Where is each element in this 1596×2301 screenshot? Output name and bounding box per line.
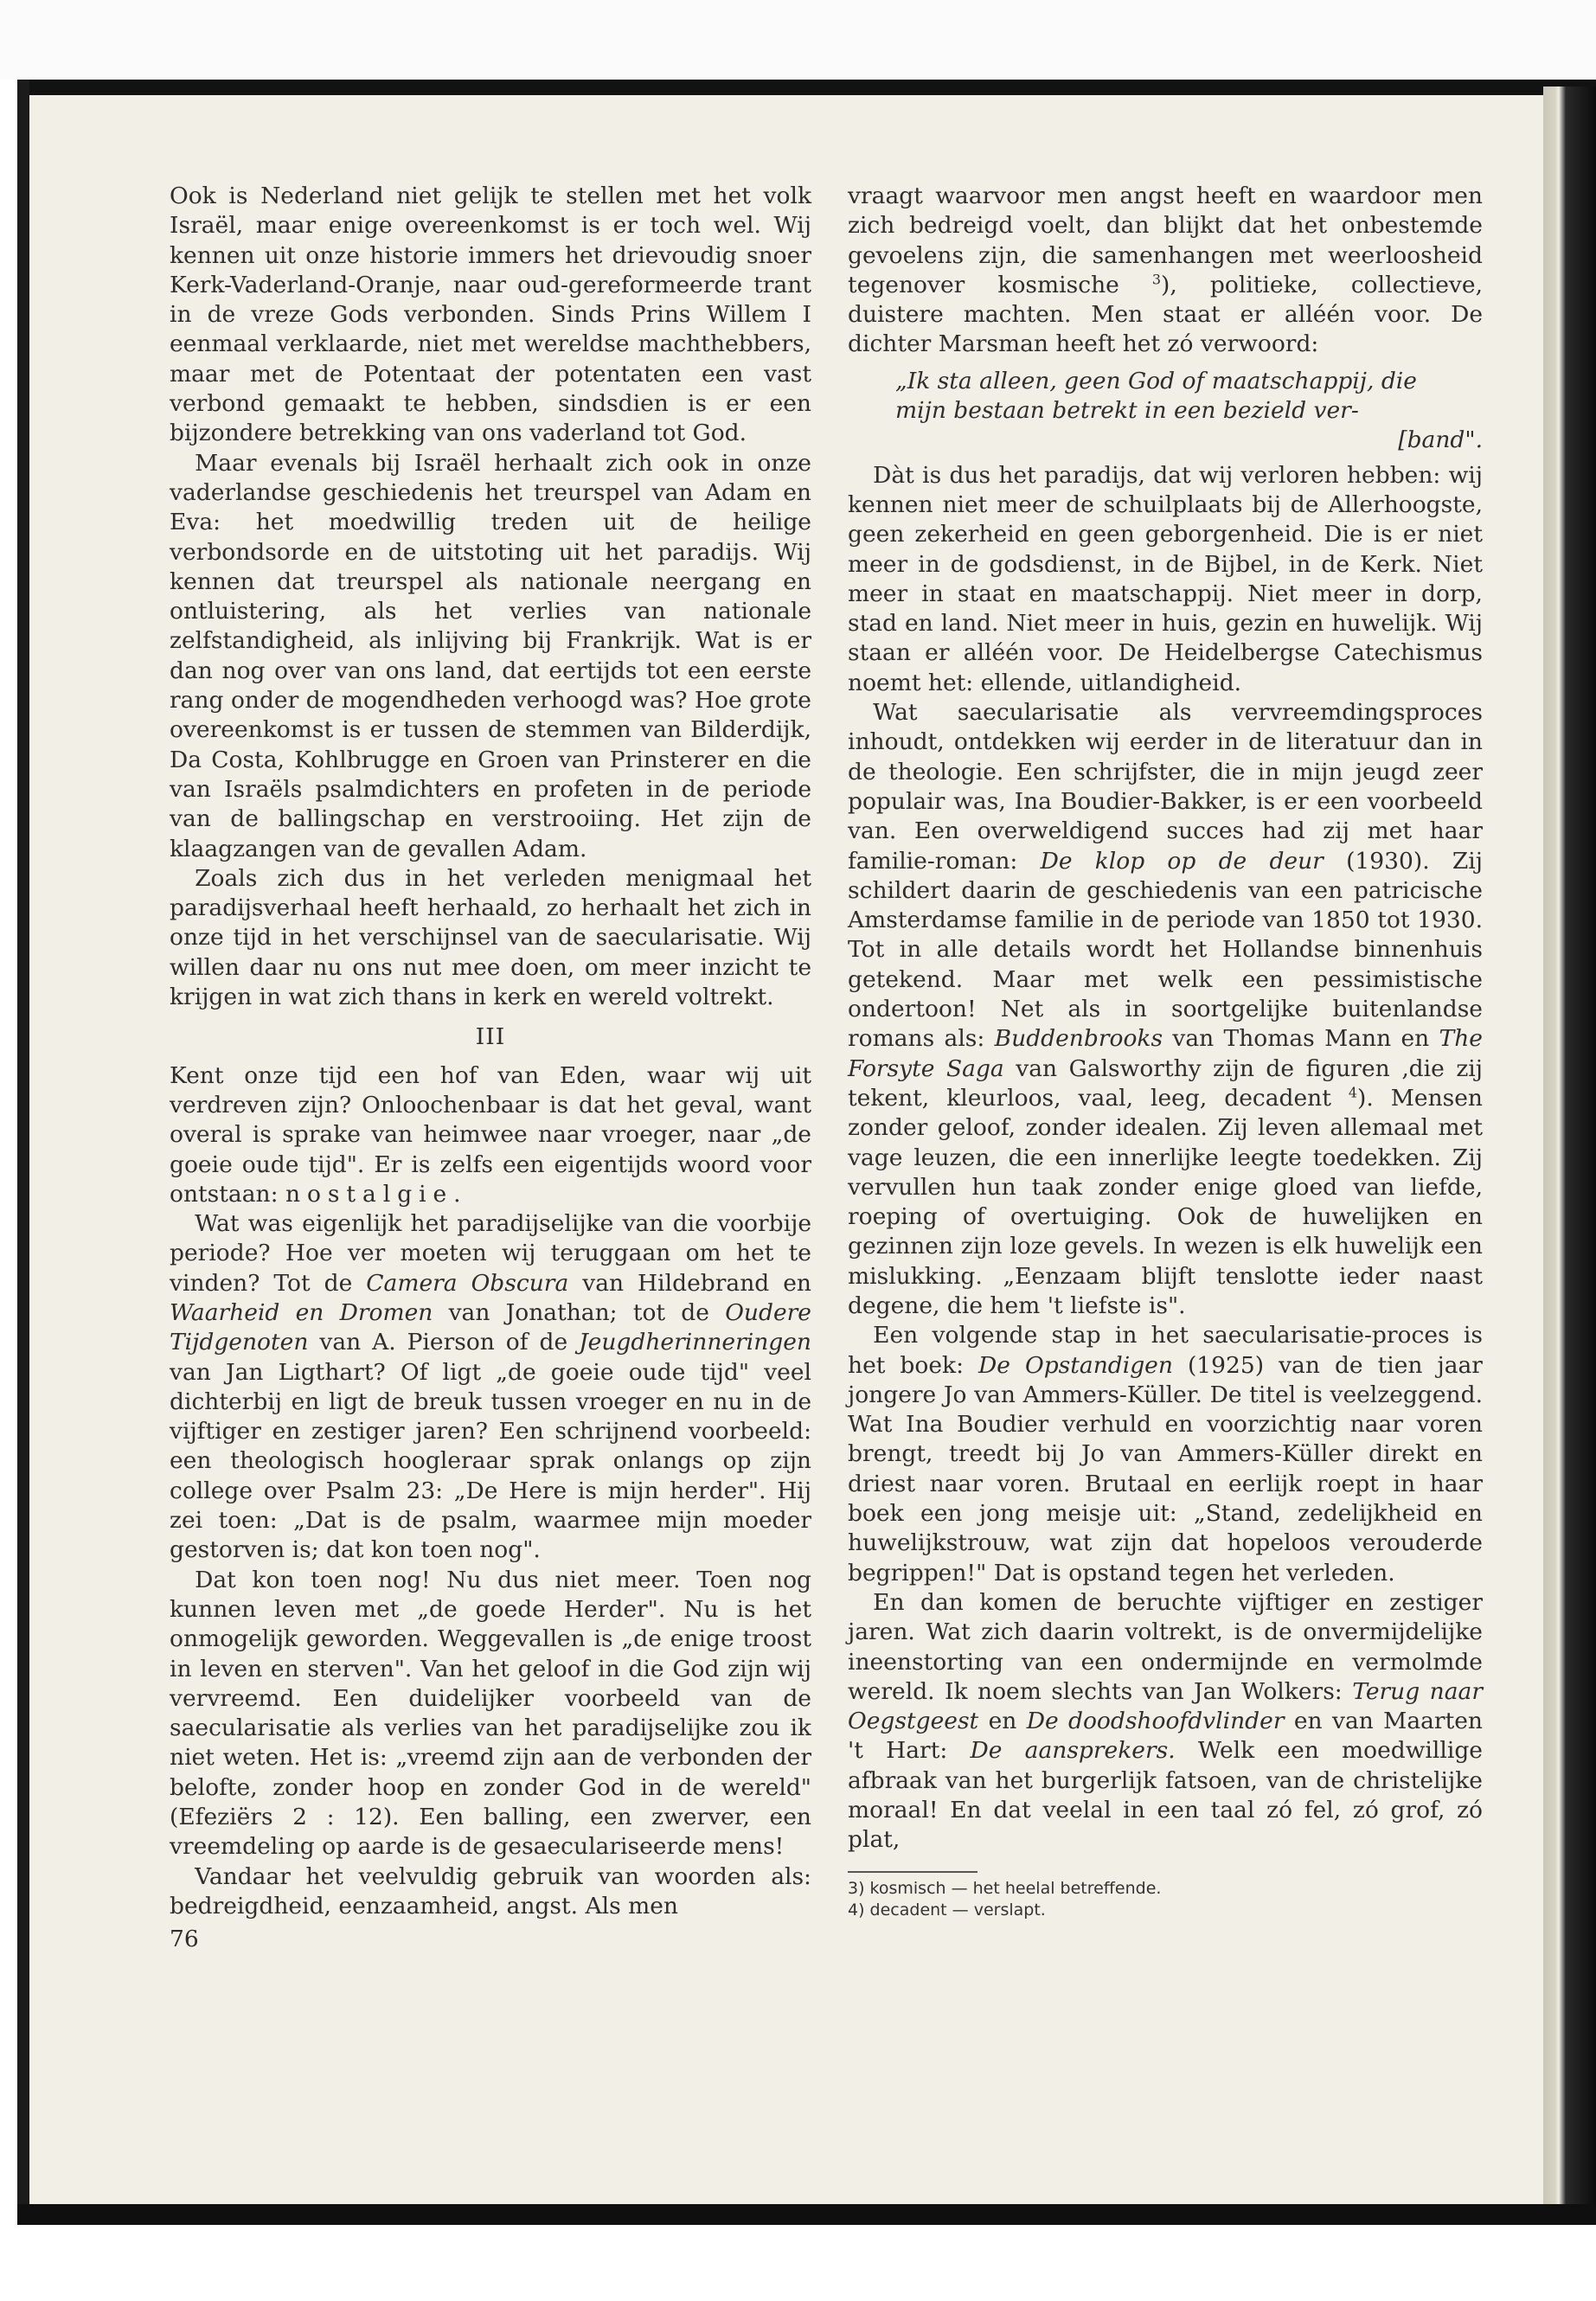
footnotes [848,1878,1483,1921]
book-title: Oudere Tijdgenoten [170,1298,811,1356]
book-title: Jeugdherinneringen [579,1329,811,1356]
book-title: Waarheid en Dromen [170,1298,433,1326]
paragraph: Wat was eigenlijk het paradijselijke van die voorbije periode? Hoe ver moeten wij teruggaan om het te vinden? Tot de Camera Obscura van Hildebrand en Waarheid en Dromen van Jonathan; tot de Oudere Tijdgenoten van A. Pierson of de Jeugdherinneringen van Jan Ligthart? Of ligt „de goeie oude tijd" veel dichterbij en ligt de breuk tussen vroeger en nu in de vijftiger en zestiger jaren? Een schrijnend voorbeeld: een theologisch hoogleraar sprak onlangs op zijn college over Psalm 23: „De Here is mijn herder". Hij zei toen: „Dat is de psalm, waarmee mijn moeder gestorven is; dat kon toen nog". [170,1210,811,1564]
paragraph: Maar evenals bij Israël herhaalt zich ook in onze vaderlandse geschiedenis het treurspel van Adam en Eva: het moedwillig treden uit de heilige verbondsorde en de uitstoting uit het paradijs. Wij kennen dat treurspel als nationale neergang en ontluistering, als het verlies van nationale zelfstandigheid, als inlijving bij Frankrijk. Wat is er dan nog over van ons land, dat eertijds tot een eerste rang onder de mogendheden verhoogd was? Hoe grote overeenkomst is er tussen de stemmen van Bilderdijk, Da Costa, Kohlbrugge en Groen van Prinsterer en die van Israëls psalmdichters en profeten in de periode van de ballingschap en verstrooiing. Het zijn de klaagzangen van de gevallen Adam. [170,449,811,862]
quote-line: [band". [1398,426,1483,454]
book-edge-right [1543,87,1596,2223]
paragraph: Dat kon toen nog! Nu dus niet meer. Toen nog kunnen leven met „de goede Herder". Nu is het onmogelijk geworden. Weggevallen is „de enige troost in leven en sterven". Van het geloof in die God zijn wij vervreemd. Een duidelijker voorbeeld van de saecularisatie als verlies van het paradijselijke zou ik niet weten. Het is: „vreemd zijn aan de verbonden der belofte, zonder hoop en zonder God in de wereld" (Efeziërs 2 : 12). Een balling, een zwerver, een vreemdeling op aarde is de gesaeculariseerde mens! [170,1566,811,1861]
footnote: 3) kosmisch — het heelal betreffende. [848,1878,1162,1898]
paragraph: Kent onze tijd een hof van Eden, waar wij uit verdreven zijn? Onloochenbaar is dat het geval, want overal is sprake van heimwee naar vroeger, naar „de goeie oude tijd". Er is zelfs een eigentijds woord voor ontstaan: nostalgie. [170,1061,811,1208]
paragraph: vraagt waarvoor men angst heeft en waardoor men zich bedreigd voelt, dan blijkt dat het onbestemde gevoelens zijn, die samenhangen met weerloosheid tegenover kosmische $^3$), politieke, collectieve, duistere machten. Men staat er alléén voor. De dichter Marsman heeft het zó verwoord: [848,183,1483,358]
paragraph: En dan komen de beruchte vijftiger en zestiger jaren. Wat zich daarin voltrekt, is de onvermijdelijke ineenstorting van een ondermijnde en vermolmde wereld. Ik noem slechts van Jan Wolkers: Terug naar Oegstgeest en De doodshoofdvlinder en van Maarten 't Hart: De aansprekers. Welk een moedwillige afbraak van het burgerlijk fatsoen, van de christelijke moraal! En dat veelal in een taal zó fel, zó grof, zó plat, [848,1588,1483,1854]
paragraph: Zoals zich dus in het verleden menigmaal het paradijsverhaal heeft herhaald, zo herhaalt het zich in onze tijd in het verschijnsel van de saecularisatie. Wij willen daar nu ons nut mee doen, om meer inzicht te krijgen in wat zich thans in kerk en wereld voltrekt. [170,864,811,1011]
paragraph: Ook is Nederland niet gelijk te stellen met het volk Israël, maar enige overeenkomst is er toch wel. Wij kennen uit onze historie immers het drievoudig snoer Kerk-Vaderland-Oranje, naar oud-gereformeerde trant in de vreze Gods verbonden. Sinds Prins Willem I eenmaal verklaarde, niet met wereldse machthebbers, maar met de Potentaat der potentaten een vast verbond gemaakt te hebben, sindsdien is er een bijzondere betrekking van ons vaderland tot God. [170,183,811,447]
footnote: 4) decadent — verslapt. [848,1900,1046,1920]
book-edge-bottom [17,2204,1596,2225]
footnote-divider [848,1871,977,1873]
left-column [170,182,811,1955]
footnote-ref: 4 [1348,1084,1358,1101]
book-title: The Forsyte Saga [848,1025,1483,1082]
footnote-ref: 3 [1151,271,1162,288]
book-title: De doodshoofdvlinder [1026,1708,1285,1735]
book-title: De aansprekers. [970,1737,1176,1765]
page-number: 76 [170,1926,199,1953]
quote-line: mijn bestaan betrekt in een bezield ver- [895,397,1359,425]
paragraph: Een volgende stap in het saecularisatie-proces is het boek: De Opstandigen (1925) van de tien jaar jongere Jo van Ammers-Küller. De titel is veelzeggend. Wat Ina Boudier verhuld en voorzichtig naar voren brengt, treedt bij Jo van Ammers-Küller direkt en driest naar voren. Brutaal en eerlijk roept in haar boek een jong meisje uit: „Stand, zedelijkheid en huwelijkstrouw, wat zijn dat hopeloos verouderde begrippen!" Dat is opstand tegen het verleden. [848,1322,1483,1586]
book-title: De klop op de deur [1040,847,1324,875]
book-edge-left [17,80,29,2225]
book-title: Camera Obscura [366,1269,569,1297]
book-title: Terug naar Oegstgeest [848,1677,1483,1735]
paragraph: Wat saecularisatie als vervreemdingsproces inhoudt, ontdekken wij eerder in de literatuur dan in de theologie. Een schrijfster, die in mijn jeugd zeer populair was, Ina Boudier-Bakker, is er een voorbeeld van. Een overweldigend succes had zij met haar familie-roman: De klop op de deur (1930). Zij schildert daarin de geschiedenis van een patricische Amsterdamse familie in de periode van 1850 tot 1930. Tot in alle details wordt het Hollandse binnenhuis getekend. Maar met welk een pessimistische ondertoon! Net als in soortgelijke buitenlandse romans als: Buddenbrooks van Thomas Mann en The Forsyte Saga van Galsworthy zijn de figuren ‚die zij tekent, kleurloos, vaal, leeg, decadent $^4$). Mensen zonder geloof, zonder idealen. Zij leven allemaal met vage leuzen, die een innerlijke leegte toedekken. Zij vervullen hun taak zonder enige gloed van liefde, roeping of overtuiging. Ook de huwelijken en gezinnen zijn loze gevels. In wezen is elk huwelijk een mislukking. „Eenzaam blijft tenslotte ieder naast degene, die hem 't liefste is". [848,699,1484,1319]
spaced-word: nostalgie. [285,1180,468,1208]
scan-background-top [0,0,1596,80]
book-title: De Opstandigen [978,1351,1173,1379]
paragraph: Dàt is dus het paradijs, dat wij verloren hebben: wij kennen niet meer de schuilplaats bij de Allerhoogste, geen zekerheid en geen geborgenheid. Die is er niet meer in de godsdienst, in de Bijbel, in de Kerk. Niet meer in staat en maatschappij. Niet meer in dorp, stad en land. Niet meer in huis, gezin en huwelijk. Wij staan er alléén voor. De Heidelbergse Catechismus noemt het: ellende, uitlandigheid. [848,461,1483,696]
book-title: Buddenbrooks [994,1025,1163,1053]
right-column [848,182,1483,1921]
quote-line: „Ik sta alleen, geen God of maatschappij, die [895,367,1417,394]
paragraph: Vandaar het veelvuldig gebruik van woorden als: bedreigdheid, eenzaamheid, angst. Als men [170,1862,811,1920]
poem-quote [895,367,1483,456]
section-heading: III [475,1023,506,1051]
